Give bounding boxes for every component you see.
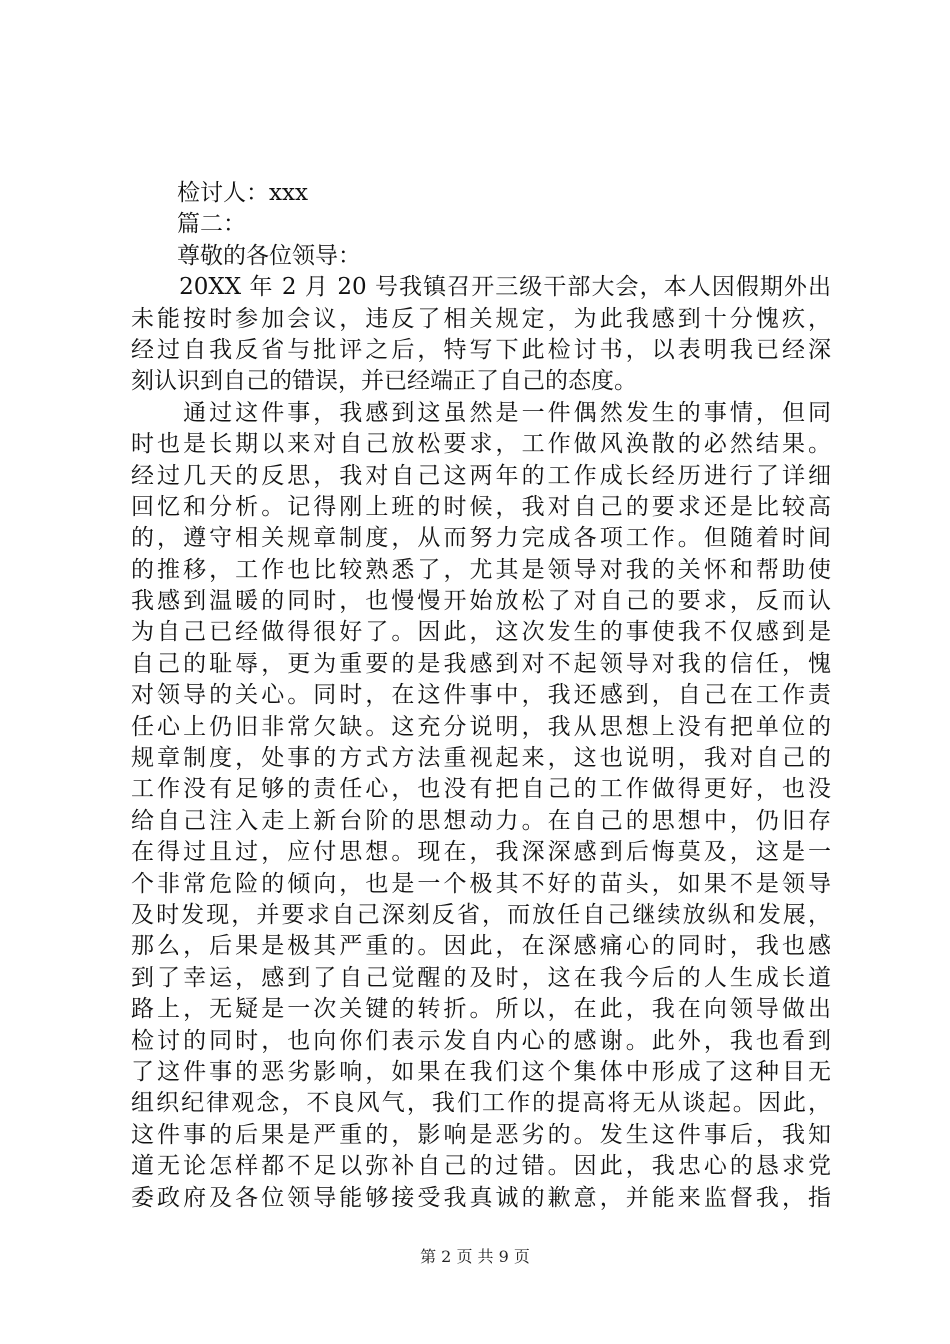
body-line: 及时发现，并要求自己深刻反省，而放任自己继续放纵和发展， bbox=[131, 901, 831, 928]
body-line: 那么，后果是极其严重的。因此，在深感痛心的同时，我也感 bbox=[131, 933, 831, 960]
body-line: 路上，无疑是一次关键的转折。所以，在此，我在向领导做出 bbox=[131, 996, 831, 1023]
body-line: 在得过且过，应付思想。现在，我深深感到后悔莫及，这是一 bbox=[131, 839, 831, 866]
body-line: 经过自我反省与批评之后，特写下此检讨书，以表明我已经深 bbox=[131, 336, 831, 363]
body-line: 20XX 年 2 月 20 号我镇召开三级干部大会，本人因假期外出 bbox=[131, 274, 831, 301]
body-line: 到了幸运，感到了自己觉醒的及时，这在我今后的人生成长道 bbox=[131, 964, 831, 991]
body-line: 检讨人：xxx bbox=[131, 180, 308, 206]
body-line: 给自己注入走上新台阶的思想动力。在自己的思想中，仍旧存 bbox=[131, 807, 831, 834]
body-line: 尊敬的各位领导： bbox=[131, 242, 361, 269]
body-line: 时也是长期以来对自己放松要求，工作做风涣散的必然结果。 bbox=[131, 431, 831, 458]
body-line: 检讨的同时，也向你们表示发自内心的感谢。此外，我也看到 bbox=[131, 1027, 831, 1054]
body-line: 篇二： bbox=[131, 211, 246, 238]
body-line: 经过几天的反思，我对自己这两年的工作成长经历进行了详细 bbox=[131, 462, 831, 489]
body-line: 回忆和分析。记得刚上班的时候，我对自己的要求还是比较高 bbox=[131, 493, 831, 520]
body-line: 委政府及各位领导能够接受我真诚的歉意，并能来监督我，指 bbox=[131, 1184, 831, 1211]
body-line: 为自己已经做得很好了。因此，这次发生的事使我不仅感到是 bbox=[131, 619, 831, 646]
body-line: 工作没有足够的责任心，也没有把自己的工作做得更好，也没 bbox=[131, 776, 831, 803]
page-footer: 第 2 页 共 9 页 bbox=[420, 1247, 530, 1266]
body-line: 刻认识到自己的错误，并已经端正了自己的态度。 bbox=[131, 368, 637, 395]
body-line: 未能按时参加会议，违反了相关规定，为此我感到十分愧疚， bbox=[131, 305, 831, 332]
body-line: 了这件事的恶劣影响，如果在我们这个集体中形成了这种目无 bbox=[131, 1058, 831, 1085]
body-line: 道无论怎样都不足以弥补自己的过错。因此，我忠心的恳求党 bbox=[131, 1153, 831, 1180]
body-line: 规章制度，处事的方式方法重视起来，这也说明，我对自己的 bbox=[131, 745, 831, 772]
document-body bbox=[131, 178, 831, 1214]
body-line: 的，遵守相关规章制度，从而努力完成各项工作。但随着时间 bbox=[131, 525, 831, 552]
body-line: 我感到温暖的同时，也慢慢开始放松了对自己的要求，反而认 bbox=[131, 588, 831, 615]
body-line: 自己的耻辱，更为重要的是我感到对不起领导对我的信任，愧 bbox=[131, 650, 831, 677]
body-line: 这件事的后果是严重的，影响是恶劣的。发生这件事后，我知 bbox=[131, 1121, 831, 1148]
body-line: 任心上仍旧非常欠缺。这充分说明，我从思想上没有把单位的 bbox=[131, 713, 831, 740]
body-line: 通过这件事，我感到这虽然是一件偶然发生的事情，但同 bbox=[131, 399, 831, 426]
body-line: 的推移，工作也比较熟悉了，尤其是领导对我的关怀和帮助使 bbox=[131, 556, 831, 583]
body-line: 个非常危险的倾向，也是一个极其不好的苗头，如果不是领导 bbox=[131, 870, 831, 897]
body-line: 对领导的关心。同时，在这件事中，我还感到，自己在工作责 bbox=[131, 682, 831, 709]
body-line: 组织纪律观念，不良风气，我们工作的提高将无从谈起。因此， bbox=[131, 1090, 831, 1117]
